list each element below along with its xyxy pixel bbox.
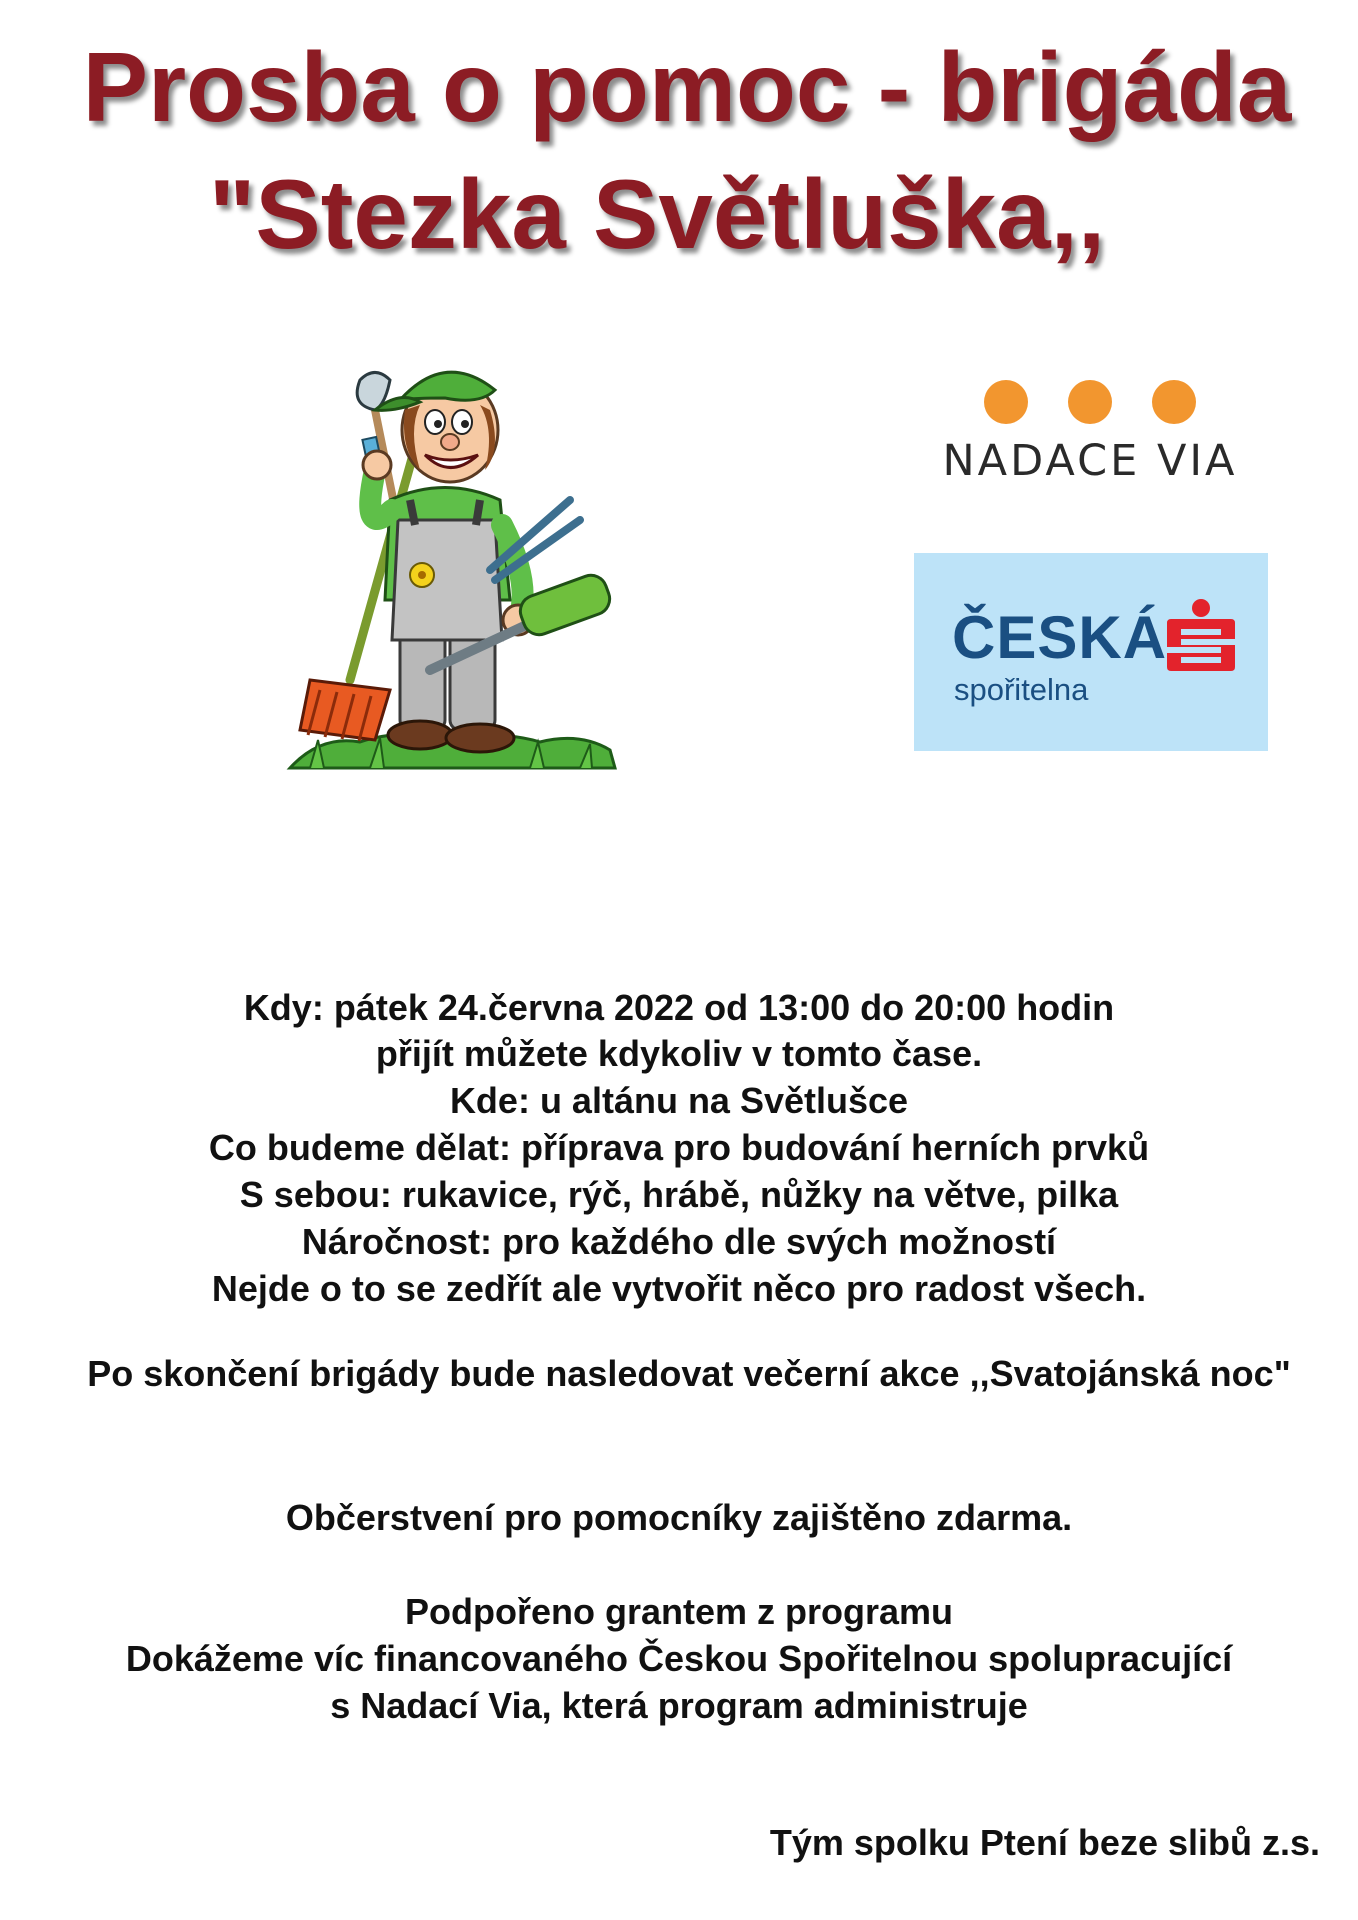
detail-motto: Nejde o to se zedřít ale vytvořit něco pro radost všech.: [211, 1268, 1147, 1309]
detail-bring: S sebou: rukavice, rýč, hrábě, nůžky na větve, pilka: [239, 1174, 1119, 1215]
detail-where: Kde: u altánu na Světlušce: [449, 1080, 909, 1121]
detail-when: Kdy: pátek 24.června 2022 od 13:00 do 20:00 hodin: [243, 987, 1115, 1028]
support-line-3: s Nadací Via, která program administruje: [330, 1685, 1028, 1726]
sporitelna-s-icon: [1165, 599, 1237, 673]
detail-what: Co budeme dělat: příprava pro budování herních prvků: [208, 1127, 1150, 1168]
support-line-1: Podpořeno grantem z programu: [404, 1591, 954, 1632]
support-line-2: Dokážeme víc financovaného Českou Spořitelnou spolupracující: [125, 1638, 1233, 1679]
sporitelna-subtitle: spořitelna: [954, 672, 1089, 707]
logo-dot-icon: [1152, 380, 1196, 424]
signature: Tým spolku Ptení beze slibů z.s.: [769, 1822, 1320, 1863]
ceska-sporitelna-logo: [914, 553, 1268, 751]
nadace-via-text: NADACE VIA: [942, 436, 1238, 486]
poster-title-line-1: Prosba o pomoc - brigáda: [82, 32, 1292, 142]
detail-anytime: přijít můžete kdykoliv v tomto čase.: [375, 1033, 983, 1074]
after-event-note: Po skončení brigády bude nasledovat večerní akce ,,Svatojánská noc": [87, 1353, 1291, 1394]
logo-dot-icon: [984, 380, 1028, 424]
nadace-via-logo: [910, 370, 1270, 490]
logo-dot-icon: [1068, 380, 1112, 424]
ceska-name: ČESKÁ: [952, 604, 1168, 671]
gardener-illustration: [280, 350, 660, 770]
detail-difficulty: Náročnost: pro každého dle svých možností: [301, 1221, 1057, 1262]
refreshments-note: Občerstvení pro pomocníky zajištěno zdarma.: [285, 1497, 1073, 1538]
poster-title-line-2: "Stezka Světluška,,: [208, 159, 1106, 269]
